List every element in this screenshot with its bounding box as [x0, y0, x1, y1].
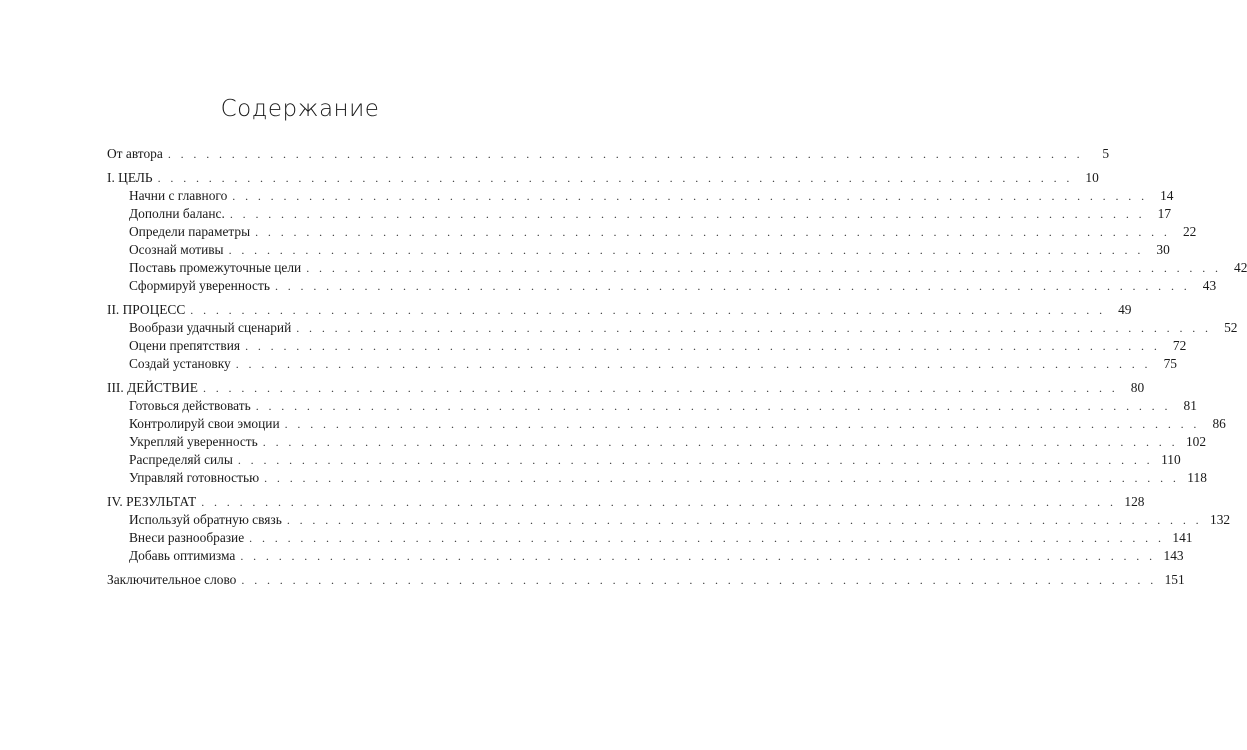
dot-leader: . . . . . . . . . . . . . . . . . . . . . . . . . . . . . . . . . . . . . . . . . . . . . . . . . . . . . . . . . . . . . . . . . . . . . . . .	[264, 471, 1180, 485]
toc-entry-label: Заключительное слово	[107, 572, 237, 587]
toc-subentry[interactable]	[107, 469, 1207, 487]
toc-subentry[interactable]	[107, 337, 1187, 355]
dot-leader: . . . . . . . . . . . . . . . . . . . . . . . . . . . . . . . . . . . . . . . . . . . . . . . . . . . . . . . . . . . . . . . . . . . . . . . .	[235, 357, 1151, 371]
toc-page-number: 110	[1161, 452, 1181, 467]
dot-leader: . . . . . . . . . . . . . . . . . . . . . . . . . . . . . . . . . . . . . . . . . . . . . . . . . . . . . . . . . . . . . . . . . . . . . . . .	[296, 321, 1212, 335]
toc-page-number: 141	[1172, 530, 1193, 545]
toc-subentry[interactable]	[107, 259, 1247, 277]
dot-leader: . . . . . . . . . . . . . . . . . . . . . . . . . . . . . . . . . . . . . . . . . . . . . . . . . . . . . . . . . . . . . . . . . . . . . . . .	[157, 171, 1073, 185]
toc-subentry[interactable]	[107, 241, 1170, 259]
toc-subentry[interactable]	[107, 451, 1181, 469]
toc-page-number: 151	[1164, 572, 1185, 587]
toc-entry-label: Распределяй силы	[129, 452, 233, 467]
toc-entry[interactable]	[107, 379, 1145, 397]
toc-subentry[interactable]	[107, 433, 1207, 451]
toc-page-number: 10	[1085, 170, 1099, 185]
toc-subentry[interactable]	[107, 223, 1197, 241]
toc-page-number: 17	[1157, 206, 1172, 221]
dot-leader: . . . . . . . . . . . . . . . . . . . . . . . . . . . . . . . . . . . . . . . . . . . . . . . . . . . . . . . . . . . . . . . . . . . . . . . .	[229, 207, 1146, 221]
dot-leader: . . . . . . . . . . . . . . . . . . . . . . . . . . . . . . . . . . . . . . . . . . . . . . . . . . . . . . . . . . . . . . . . . . . . . . . .	[262, 435, 1178, 449]
toc-page-number: 75	[1163, 356, 1177, 371]
toc-subentry[interactable]	[107, 547, 1184, 565]
dot-leader: . . . . . . . . . . . . . . . . . . . . . . . . . . . . . . . . . . . . . . . . . . . . . . . . . . . . . . . . . . . . . . . . . . . . . . . .	[306, 261, 1222, 275]
toc-entry-label: II. ПРОЦЕСС	[107, 302, 186, 317]
toc-page-number: 42	[1234, 260, 1247, 275]
dot-leader: . . . . . . . . . . . . . . . . . . . . . . . . . . . . . . . . . . . . . . . . . . . . . . . . . . . . . . . . . . . . . . . . . . . . . . . .	[249, 531, 1165, 545]
toc-subentry[interactable]	[107, 187, 1174, 205]
toc-section	[107, 571, 1185, 589]
dot-leader: . . . . . . . . . . . . . . . . . . . . . . . . . . . . . . . . . . . . . . . . . . . . . . . . . . . . . . . . . . . . . . . . . . . . . . . .	[228, 243, 1144, 257]
toc-entry-label: Создай установку	[129, 356, 231, 371]
toc-entry-label: Готовься действовать	[129, 398, 251, 413]
toc-page-number: 143	[1163, 548, 1184, 563]
toc-entry-label: Вообрази удачный сценарий	[129, 320, 292, 335]
toc-section	[107, 145, 1110, 163]
dot-leader: . . . . . . . . . . . . . . . . . . . . . . . . . . . . . . . . . . . . . . . . . . . . . . . . . . . . . . . . . . . . . . . . . . . . . . . .	[255, 399, 1171, 413]
toc-entry-label: Оцени препятствия	[129, 338, 241, 353]
toc-section	[107, 493, 1231, 565]
toc-entry-label: Используй обратную связь	[129, 512, 282, 527]
toc-page-number: 86	[1212, 416, 1226, 431]
toc-subentry[interactable]	[107, 205, 1172, 223]
toc-page-number: 81	[1183, 398, 1197, 413]
page-title: Содержание	[220, 96, 380, 122]
toc-subentry[interactable]	[107, 319, 1238, 337]
toc-entry-label: I. ЦЕЛЬ	[107, 170, 153, 185]
toc-subentry[interactable]	[107, 397, 1197, 415]
toc-page-number: 132	[1210, 512, 1231, 527]
dot-leader: . . . . . . . . . . . . . . . . . . . . . . . . . . . . . . . . . . . . . . . . . . . . . . . . . . . . . . . . . . . . . . . . . . . . . . . .	[190, 303, 1106, 317]
table-of-contents	[107, 145, 1247, 595]
toc-entry-label: IV. РЕЗУЛЬТАТ	[107, 494, 197, 509]
toc-page-number: 30	[1156, 242, 1170, 257]
toc-section	[107, 379, 1226, 487]
toc-entry-label: Начни с главного	[129, 188, 228, 203]
toc-page-number: 22	[1182, 224, 1197, 239]
toc-page-number: 14	[1160, 188, 1174, 203]
dot-leader: . . . . . . . . . . . . . . . . . . . . . . . . . . . . . . . . . . . . . . . . . . . . . . . . . . . . . . . . . . . . . . . . . . . . . . . .	[245, 339, 1161, 353]
toc-entry[interactable]	[107, 571, 1185, 589]
toc-entry[interactable]	[107, 301, 1132, 319]
toc-page-number: 52	[1224, 320, 1238, 335]
toc-entry-label: Поставь промежуточные цели	[129, 260, 302, 275]
dot-leader: . . . . . . . . . . . . . . . . . . . . . . . . . . . . . . . . . . . . . . . . . . . . . . . . . . . . . . . . . . . . . . . . . . . . . . . .	[255, 225, 1171, 239]
toc-page-number: 128	[1124, 494, 1145, 509]
toc-section	[107, 301, 1238, 373]
toc-entry[interactable]	[107, 493, 1145, 511]
dot-leader: . . . . . . . . . . . . . . . . . . . . . . . . . . . . . . . . . . . . . . . . . . . . . . . . . . . . . . . . . . . . . . . . . . . . . . . .	[286, 513, 1203, 527]
dot-leader: . . . . . . . . . . . . . . . . . . . . . . . . . . . . . . . . . . . . . . . . . . . . . . . . . . . . . . . . . . . . . . . . . . . . . . . .	[237, 453, 1154, 467]
toc-entry-label: III. ДЕЙСТВИЕ	[107, 380, 198, 395]
toc-entry[interactable]	[107, 169, 1099, 187]
toc-page-number: 118	[1187, 470, 1207, 485]
dot-leader: . . . . . . . . . . . . . . . . . . . . . . . . . . . . . . . . . . . . . . . . . . . . . . . . . . . . . . . . . . . . . . . . . . . . . . . .	[284, 417, 1200, 431]
toc-section	[107, 169, 1247, 295]
toc-subentry[interactable]	[107, 355, 1177, 373]
toc-page-number: 49	[1118, 302, 1132, 317]
toc-entry-label: Определи параметры	[129, 224, 251, 239]
toc-entry-label: Укрепляй уверенность	[129, 434, 258, 449]
toc-subentry[interactable]	[107, 415, 1226, 433]
toc-entry-label: Контролируй свои эмоции	[129, 416, 280, 431]
dot-leader: . . . . . . . . . . . . . . . . . . . . . . . . . . . . . . . . . . . . . . . . . . . . . . . . . . . . . . . . . . . . . . . . . . . . . . . .	[241, 573, 1157, 587]
dot-leader: . . . . . . . . . . . . . . . . . . . . . . . . . . . . . . . . . . . . . . . . . . . . . . . . . . . . . . . . . . . . . . . . . . . . . . . .	[232, 189, 1148, 203]
toc-page-number: 80	[1130, 380, 1145, 395]
toc-entry-label: Добавь оптимизма	[129, 548, 236, 563]
toc-entry[interactable]	[107, 145, 1110, 163]
toc-page-number: 102	[1185, 434, 1207, 449]
toc-entry-label: Осознай мотивы	[129, 242, 224, 257]
dot-leader: . . . . . . . . . . . . . . . . . . . . . . . . . . . . . . . . . . . . . . . . . . . . . . . . . . . . . . . . . . . . . . . . . . . . . . . .	[240, 549, 1156, 563]
toc-subentry[interactable]	[107, 511, 1231, 529]
toc-page-number: 5	[1102, 146, 1110, 161]
toc-subentry[interactable]	[107, 529, 1193, 547]
toc-entry-label: От автора	[107, 146, 163, 161]
dot-leader: . . . . . . . . . . . . . . . . . . . . . . . . . . . . . . . . . . . . . . . . . . . . . . . . . . . . . . . . . . . . . . . . . . . . . . . .	[202, 381, 1119, 395]
toc-entry-label: Дополни баланс.	[129, 206, 225, 221]
toc-entry-label: Внеси разнообразие	[129, 530, 245, 545]
dot-leader: . . . . . . . . . . . . . . . . . . . . . . . . . . . . . . . . . . . . . . . . . . . . . . . . . . . . . . . . . . . . . . . . . . . . . . . .	[201, 495, 1117, 509]
toc-subentry[interactable]	[107, 277, 1217, 295]
toc-page-number: 72	[1172, 338, 1187, 353]
dot-leader: . . . . . . . . . . . . . . . . . . . . . . . . . . . . . . . . . . . . . . . . . . . . . . . . . . . . . . . . . . . . . . . . . . . . . . . .	[167, 147, 1084, 161]
dot-leader: . . . . . . . . . . . . . . . . . . . . . . . . . . . . . . . . . . . . . . . . . . . . . . . . . . . . . . . . . . . . . . . . . . . . . . . .	[274, 279, 1191, 293]
toc-entry-label: Управляй готовностью	[129, 470, 260, 485]
toc-entry-label: Сформируй уверенность	[129, 278, 270, 293]
toc-page-number: 43	[1202, 278, 1217, 293]
